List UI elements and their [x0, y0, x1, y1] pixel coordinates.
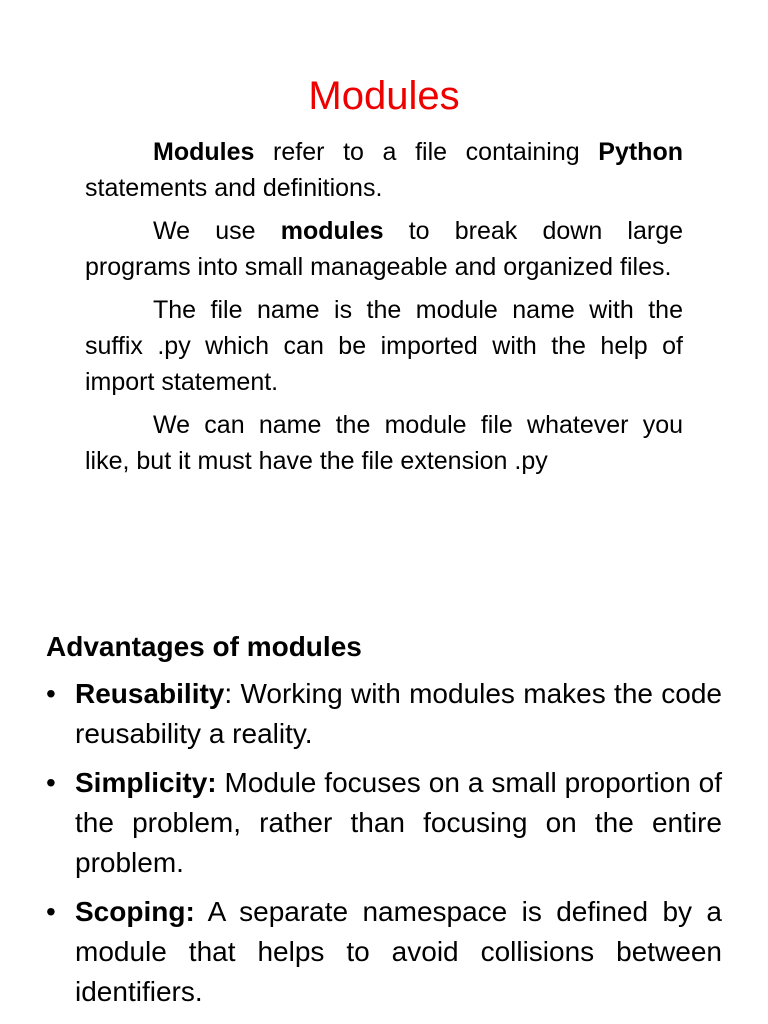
paragraph-text: to break down large programs into small manageable and organized files. — [85, 217, 684, 281]
bullet-text: A separate namespace is defined by a module that helps to avoid collisions between identifiers. — [75, 896, 722, 1007]
intro-section — [85, 134, 683, 479]
intro-paragraph-3: The file name is the module name with the suffix .py which can be imported with the help of import statement. — [85, 296, 683, 396]
paragraph-text: We use — [153, 217, 281, 245]
bullet-icon: • — [46, 767, 56, 798]
list-item — [46, 892, 722, 1012]
page-title: Modules — [308, 74, 460, 118]
bullet-term: Simplicity: — [75, 767, 217, 798]
bullet-icon: • — [46, 896, 56, 927]
advantages-section — [46, 626, 722, 1021]
bullet-term: Reusability — [75, 678, 225, 709]
bold-term: modules — [280, 217, 384, 245]
advantages-heading: Advantages of modules — [46, 631, 362, 662]
bullet-text: Module focuses on a small proportion of the problem, rather than focusing on the entire problem. — [75, 767, 722, 878]
advantages-list — [46, 674, 722, 1012]
bold-term: Python — [598, 138, 683, 166]
intro-paragraph-4: We can name the module file whatever you like, but it must have the file extension .py — [85, 411, 683, 475]
intro-paragraph-1 — [85, 134, 683, 206]
paragraph-text: statements and definitions. — [85, 174, 383, 202]
intro-paragraph-2 — [85, 213, 683, 285]
list-item — [46, 763, 722, 883]
bullet-text: : Working with modules makes the code reusability a reality. — [75, 678, 722, 749]
list-item — [46, 674, 722, 754]
bold-term: Modules — [153, 138, 255, 166]
bullet-term: Scoping: — [75, 896, 195, 927]
bullet-icon: • — [46, 678, 56, 709]
paragraph-text: refer to a file containing — [254, 138, 599, 166]
